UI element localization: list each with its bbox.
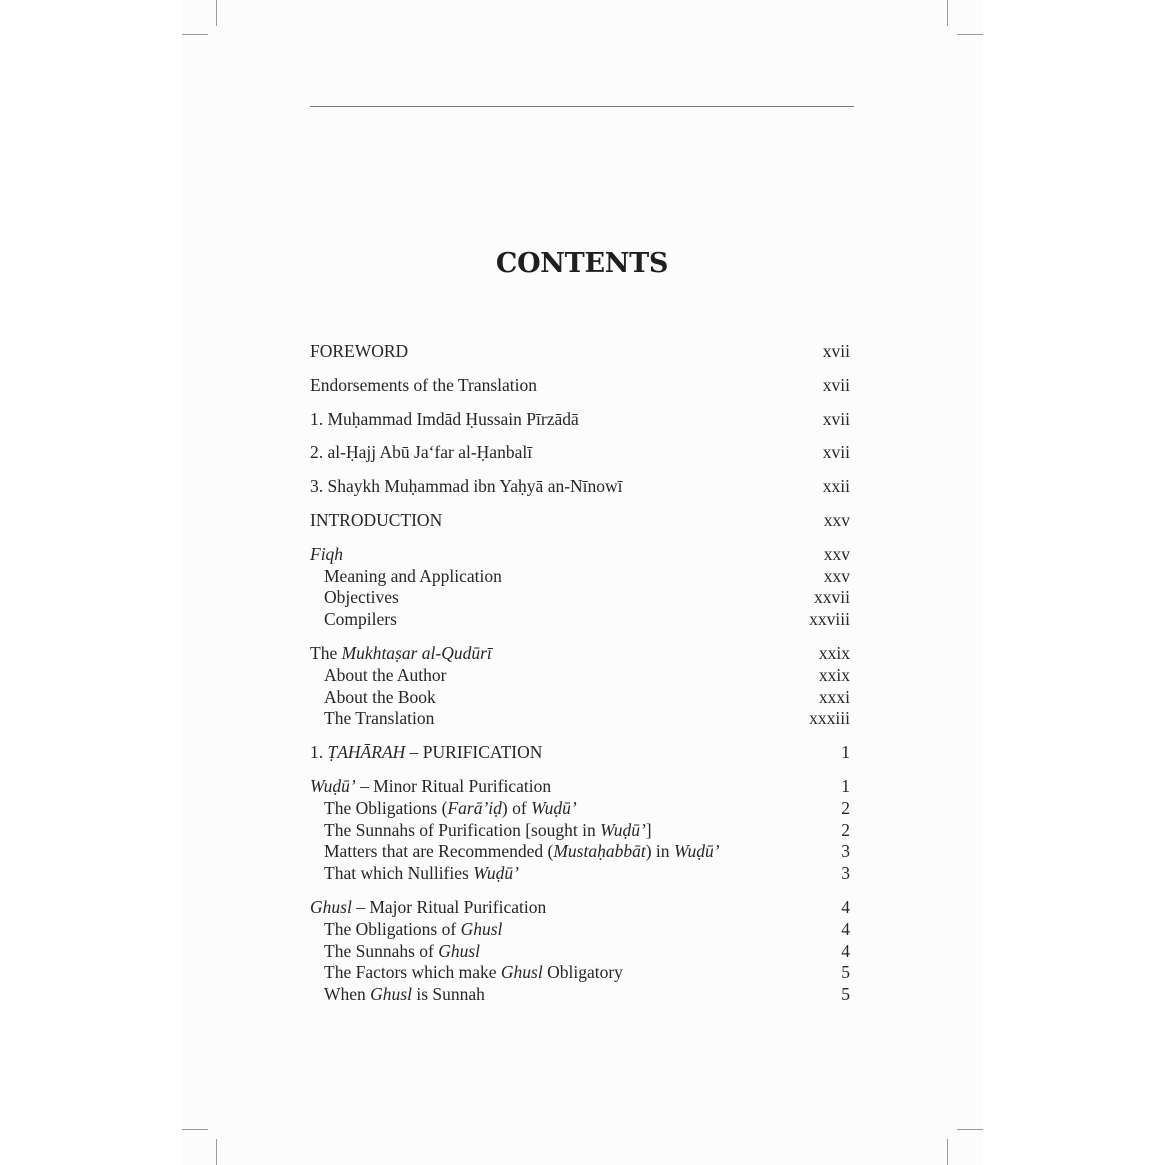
toc-page-number: xxviii bbox=[809, 609, 850, 630]
toc-page-number: xvii bbox=[822, 374, 850, 395]
toc-entry bbox=[310, 544, 850, 566]
toc-entry-title bbox=[310, 820, 841, 842]
toc-page-number: 3 bbox=[841, 863, 850, 884]
toc-group bbox=[310, 742, 850, 764]
toc-entry-title bbox=[310, 476, 823, 498]
toc-page-number: 5 bbox=[841, 962, 850, 983]
toc-title-part: FOREWORD bbox=[310, 341, 409, 361]
toc-title-part: Farā’iḍ bbox=[447, 797, 502, 818]
toc-entry-title bbox=[310, 897, 841, 919]
toc-page-number: 2 bbox=[841, 819, 850, 840]
page-title: CONTENTS bbox=[495, 248, 669, 279]
toc-title-part: Obligatory bbox=[542, 962, 623, 983]
toc-subentry bbox=[310, 919, 850, 941]
toc-subentry bbox=[310, 962, 850, 984]
toc-entry-title bbox=[310, 742, 841, 764]
toc-title-part: Ghusl bbox=[370, 984, 412, 1005]
toc-subentry bbox=[310, 708, 850, 730]
toc-page-number: xxv bbox=[823, 565, 850, 586]
toc-entry bbox=[310, 742, 850, 764]
toc-subentry bbox=[310, 566, 850, 588]
toc-title-part: – Minor Ritual Purification bbox=[355, 775, 552, 796]
toc-subentry bbox=[310, 587, 850, 609]
toc-group bbox=[310, 476, 850, 498]
toc-page-number: 3 bbox=[841, 841, 850, 862]
crop-mark-top-left-h bbox=[182, 34, 208, 35]
toc-page-number: 1 bbox=[841, 775, 850, 796]
toc-group bbox=[310, 375, 850, 397]
toc-title-part: 1. bbox=[310, 742, 328, 763]
toc-title-part: ) in bbox=[645, 841, 674, 862]
toc-entry-title bbox=[310, 919, 841, 941]
toc-title-part: Wuḍū’ bbox=[600, 819, 646, 840]
toc-entry-title bbox=[310, 609, 809, 631]
toc-page-number: xxxiii bbox=[809, 708, 850, 729]
toc-title-part: Fiqh bbox=[310, 543, 344, 564]
table-of-contents bbox=[310, 341, 850, 1018]
toc-entry-title bbox=[310, 409, 823, 431]
toc-title-part: That which Nullifies bbox=[324, 863, 474, 884]
toc-title-part: 1. Muḥammad Imdād Ḥussain Pīrzādā bbox=[310, 408, 579, 429]
toc-subentry bbox=[310, 687, 850, 709]
toc-page-number: xvii bbox=[822, 341, 850, 361]
toc-title-part: Ghusl bbox=[460, 918, 503, 939]
toc-subentry bbox=[310, 863, 850, 885]
toc-subentry bbox=[310, 798, 850, 820]
toc-entry-title bbox=[310, 941, 841, 963]
crop-mark-bottom-left-h bbox=[182, 1129, 208, 1130]
toc-entry bbox=[310, 442, 850, 464]
toc-entry-title bbox=[310, 643, 819, 665]
toc-group bbox=[310, 409, 850, 431]
toc-entry bbox=[310, 375, 850, 397]
toc-subentry bbox=[310, 941, 850, 963]
toc-entry-title bbox=[310, 442, 823, 464]
toc-title-part: Ghusl bbox=[438, 940, 481, 961]
toc-title-part: Wuḍū’ bbox=[673, 841, 720, 862]
toc-page-number: xxv bbox=[823, 509, 850, 530]
crop-mark-bottom-left bbox=[216, 1139, 217, 1165]
toc-group bbox=[310, 442, 850, 464]
toc-subentry bbox=[310, 665, 850, 687]
toc-title-part: ] bbox=[645, 819, 652, 840]
toc-subentry bbox=[310, 820, 850, 842]
toc-entry bbox=[310, 510, 850, 532]
toc-entry-title bbox=[310, 665, 819, 687]
toc-page-number: 1 bbox=[841, 742, 850, 763]
toc-entry-title bbox=[310, 841, 841, 863]
toc-page-number: 4 bbox=[841, 896, 850, 917]
toc-entry-title bbox=[310, 375, 823, 397]
toc-page-number: xxvii bbox=[814, 587, 850, 608]
toc-title-part: is Sunnah bbox=[411, 984, 485, 1005]
toc-entry bbox=[310, 476, 850, 498]
crop-mark-bottom-right-h bbox=[957, 1129, 983, 1130]
toc-page-number: xxix bbox=[818, 664, 850, 685]
toc-title-part: The Translation bbox=[324, 708, 435, 729]
toc-entry bbox=[310, 776, 850, 798]
toc-title-part: The bbox=[310, 642, 342, 663]
toc-entry-title bbox=[310, 962, 841, 984]
toc-entry bbox=[310, 643, 850, 665]
toc-group bbox=[310, 897, 850, 1006]
toc-title-part: Ghusl bbox=[500, 962, 543, 983]
toc-entry-title bbox=[310, 544, 824, 566]
crop-mark-top-right-h bbox=[957, 34, 983, 35]
toc-entry-title bbox=[310, 984, 841, 1006]
toc-title-part: Endorsements of the Translation bbox=[310, 374, 537, 395]
toc-entry-title bbox=[310, 341, 823, 363]
toc-entry-title bbox=[310, 510, 824, 532]
toc-title-part: Wuḍū’ bbox=[473, 863, 519, 884]
toc-title-part: Wuḍū’ bbox=[310, 775, 356, 796]
toc-entry bbox=[310, 341, 850, 363]
toc-page-number: 5 bbox=[841, 984, 850, 1005]
toc-title-part: Matters that are Recommended ( bbox=[324, 841, 554, 862]
toc-title-part: Ghusl bbox=[310, 896, 352, 917]
toc-group bbox=[310, 776, 850, 885]
toc-title-part: The Factors which make bbox=[324, 962, 501, 983]
toc-entry bbox=[310, 897, 850, 919]
toc-title-part: The Sunnahs of bbox=[324, 940, 439, 961]
toc-title-part: Meaning and Application bbox=[324, 565, 502, 586]
toc-title-part: About the Book bbox=[324, 686, 436, 707]
toc-page-number: 4 bbox=[841, 918, 850, 939]
toc-entry-title bbox=[310, 863, 841, 885]
toc-subentry bbox=[310, 841, 850, 863]
toc-title-part: Mustaḥabbāt bbox=[553, 841, 646, 862]
toc-page-number: xvii bbox=[822, 442, 850, 463]
toc-title-part: When bbox=[324, 984, 371, 1005]
crop-mark-top-right bbox=[947, 0, 948, 26]
toc-group bbox=[310, 643, 850, 730]
toc-page-number: xxxi bbox=[818, 686, 850, 707]
toc-title-part: The Sunnahs of Purification [sought in bbox=[324, 819, 601, 840]
toc-title-part: About the Author bbox=[324, 664, 447, 685]
toc-title-part: 3. Shaykh Muḥammad ibn Yaḥyā an-Nīnowī bbox=[310, 476, 623, 497]
toc-title-part: Objectives bbox=[324, 587, 399, 608]
toc-page-number: xvii bbox=[822, 408, 850, 429]
toc-title-part: 2. al-Ḥajj Abū Ja‘far al-Ḥanbalī bbox=[310, 442, 533, 463]
toc-page-number: xxix bbox=[818, 642, 850, 663]
toc-page-number: xxii bbox=[822, 476, 850, 497]
toc-title-part: The Obligations ( bbox=[324, 797, 448, 818]
toc-entry-title bbox=[310, 566, 824, 588]
toc-title-part: ṬAHĀRAH bbox=[327, 742, 406, 763]
toc-title-part: INTRODUCTION bbox=[310, 509, 443, 530]
toc-entry-title bbox=[310, 708, 809, 730]
crop-mark-top-left bbox=[216, 0, 217, 26]
toc-group bbox=[310, 544, 850, 631]
toc-title-part: The Obligations of bbox=[324, 918, 461, 939]
toc-entry bbox=[310, 409, 850, 431]
toc-page-number: xxv bbox=[823, 543, 850, 564]
toc-title-part: Compilers bbox=[324, 609, 397, 630]
toc-group bbox=[310, 341, 850, 363]
crop-mark-bottom-right bbox=[947, 1139, 948, 1165]
toc-title-part: – PURIFICATION bbox=[405, 742, 543, 763]
toc-title-part: Wuḍū’ bbox=[531, 797, 577, 818]
toc-entry-title bbox=[310, 587, 814, 609]
toc-entry-title bbox=[310, 776, 841, 798]
toc-page-number: 4 bbox=[841, 940, 850, 961]
toc-page-number: 2 bbox=[841, 797, 850, 818]
toc-entry-title bbox=[310, 687, 819, 709]
toc-title-part: Mukhtaṣar al-Qudūrī bbox=[341, 642, 492, 663]
toc-subentry bbox=[310, 984, 850, 1006]
toc-subentry bbox=[310, 609, 850, 631]
header-rule bbox=[310, 106, 854, 107]
toc-entry-title bbox=[310, 798, 841, 820]
toc-title-part: ) of bbox=[501, 797, 532, 818]
toc-group bbox=[310, 510, 850, 532]
toc-title-part: – Major Ritual Purification bbox=[351, 896, 547, 917]
